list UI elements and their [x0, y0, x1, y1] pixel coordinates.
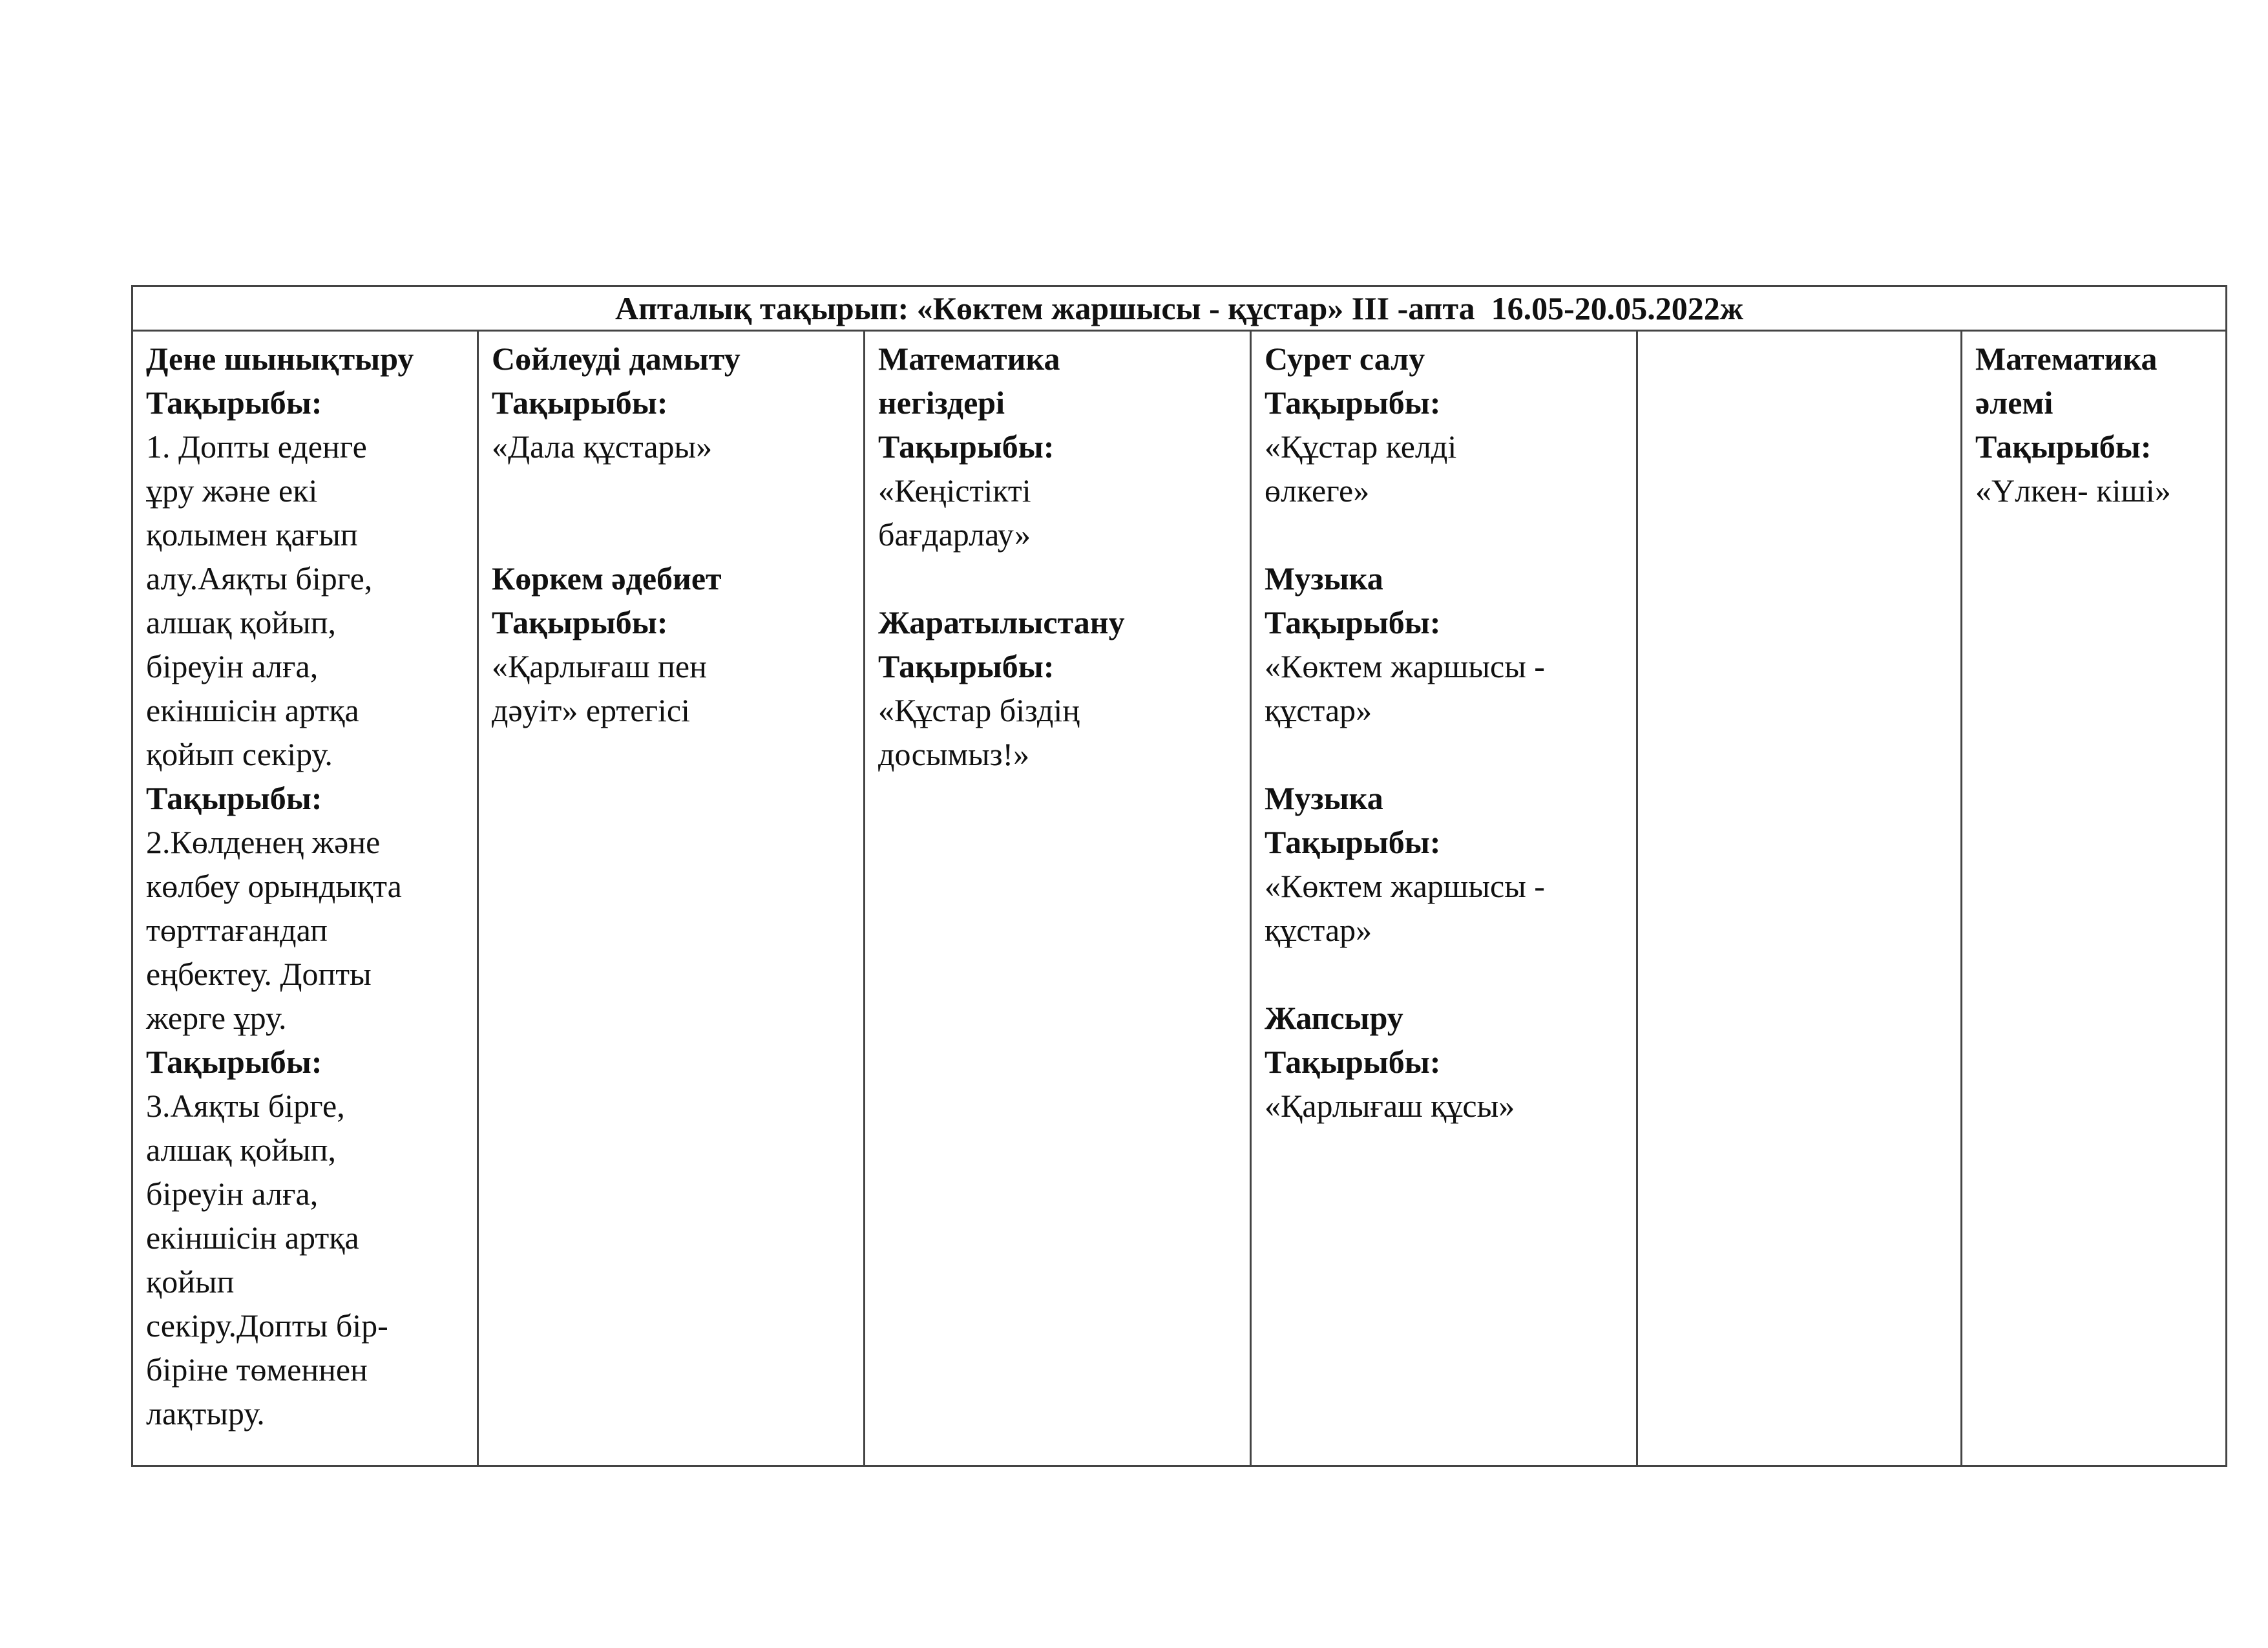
- topic-line: «Көктем жаршысы -: [1265, 868, 1545, 904]
- subject-title: негіздері: [878, 385, 1005, 421]
- column-physical-education: [133, 332, 479, 1465]
- topic-line: бағдарлау»: [878, 516, 1031, 553]
- topic-line: біреуін алға,: [146, 1176, 319, 1212]
- spacer: [878, 556, 1250, 600]
- topic-line: көлбеу орындықта: [146, 868, 402, 904]
- column-speech-development: [479, 332, 865, 1465]
- topic-label: Тақырыбы:: [146, 1044, 322, 1080]
- topic-line: досымыз!»: [878, 736, 1030, 772]
- topic-line: қойып: [146, 1263, 235, 1300]
- column-mathematics: [865, 332, 1252, 1465]
- topic-line: «Қарлығаш құсы»: [1265, 1088, 1515, 1124]
- topic-line: алшақ қойып,: [146, 604, 336, 640]
- subject-title: Сөйлеуді дамыту: [492, 341, 740, 377]
- topic-line: екіншісін артқа: [146, 692, 359, 728]
- column-empty: [1638, 332, 1962, 1465]
- spacer: [492, 512, 863, 556]
- topic-line: «Көктем жаршысы -: [1265, 648, 1545, 684]
- subject-title: Сурет салу: [1265, 341, 1425, 377]
- topic-label: Тақырыбы:: [492, 385, 668, 421]
- topic-line: лақтыру.: [146, 1395, 265, 1431]
- topic-line: төрттағандап: [146, 912, 328, 948]
- subject-title: Дене шынықтыру: [146, 341, 414, 377]
- topic-label: Тақырыбы:: [1265, 385, 1441, 421]
- topic-line: «Кеңістікті: [878, 472, 1031, 509]
- spacer: [492, 469, 863, 512]
- topic-line: құстар»: [1265, 912, 1372, 948]
- subject-title: әлемі: [1975, 385, 2053, 421]
- topic-line: өлкеге»: [1265, 472, 1370, 509]
- topic-label: Тақырыбы:: [492, 604, 668, 640]
- topic-label: Тақырыбы:: [1265, 1044, 1441, 1080]
- subject-title: Музыка: [1265, 780, 1383, 816]
- topic-line: алшақ қойып,: [146, 1132, 336, 1168]
- topic-line: алу.Аяқты бірге,: [146, 560, 373, 597]
- column-art-music: [1252, 332, 1638, 1465]
- topic-line: «Құстар келді: [1265, 428, 1457, 465]
- topic-line: секіру.Допты бір-: [146, 1307, 388, 1344]
- topic-line: ұру және екі: [146, 472, 318, 509]
- subject-title: Математика: [878, 341, 1060, 377]
- topic-line: біреуін алға,: [146, 648, 319, 684]
- topic-label: Тақырыбы:: [146, 385, 322, 421]
- topic-line: біріне төменнен: [146, 1351, 368, 1388]
- topic-line: жерге ұру.: [146, 1000, 287, 1036]
- subject-title: Математика: [1975, 341, 2158, 377]
- topic-line: қойып секіру.: [146, 736, 333, 772]
- topic-line: 2.Көлденең және: [146, 824, 381, 860]
- table-title: Апталық тақырып: «Көктем жаршысы - құстар» III -апта 16.05-20.05.2022ж: [133, 287, 2225, 332]
- subject-title: Жаратылыстану: [878, 604, 1125, 640]
- table-body: [133, 332, 2225, 1465]
- topic-label: Тақырыбы:: [1265, 824, 1441, 860]
- topic-line: 1. Допты еденге: [146, 428, 367, 465]
- topic-label: Тақырыбы:: [878, 428, 1055, 465]
- topic-line: қолымен қағып: [146, 516, 358, 553]
- weekly-plan-table: [131, 285, 2227, 1467]
- subject-title: Көркем әдебиет: [492, 560, 722, 597]
- spacer: [1265, 512, 1636, 556]
- column-math-world: [1962, 332, 2229, 1465]
- topic-line: 3.Аяқты бірге,: [146, 1088, 345, 1124]
- topic-label: Тақырыбы:: [1975, 428, 2152, 465]
- subject-title: Музыка: [1265, 560, 1383, 597]
- topic-label: Тақырыбы:: [878, 648, 1055, 684]
- topic-line: құстар»: [1265, 692, 1372, 728]
- topic-label: Тақырыбы:: [1265, 604, 1441, 640]
- topic-label: Тақырыбы:: [146, 780, 322, 816]
- topic-line: екіншісін артқа: [146, 1220, 359, 1256]
- topic-line: дәуіт» ертегісі: [492, 692, 690, 728]
- spacer: [1265, 732, 1636, 776]
- subject-title: Жапсыру: [1265, 1000, 1403, 1036]
- topic-line: «Қарлығаш пен: [492, 648, 707, 684]
- topic-line: «Үлкен- кіші»: [1975, 472, 2171, 509]
- topic-line: «Дала құстары»: [492, 428, 713, 465]
- spacer: [1265, 952, 1636, 996]
- topic-line: «Құстар біздің: [878, 692, 1080, 728]
- topic-line: еңбектеу. Допты: [146, 956, 372, 992]
